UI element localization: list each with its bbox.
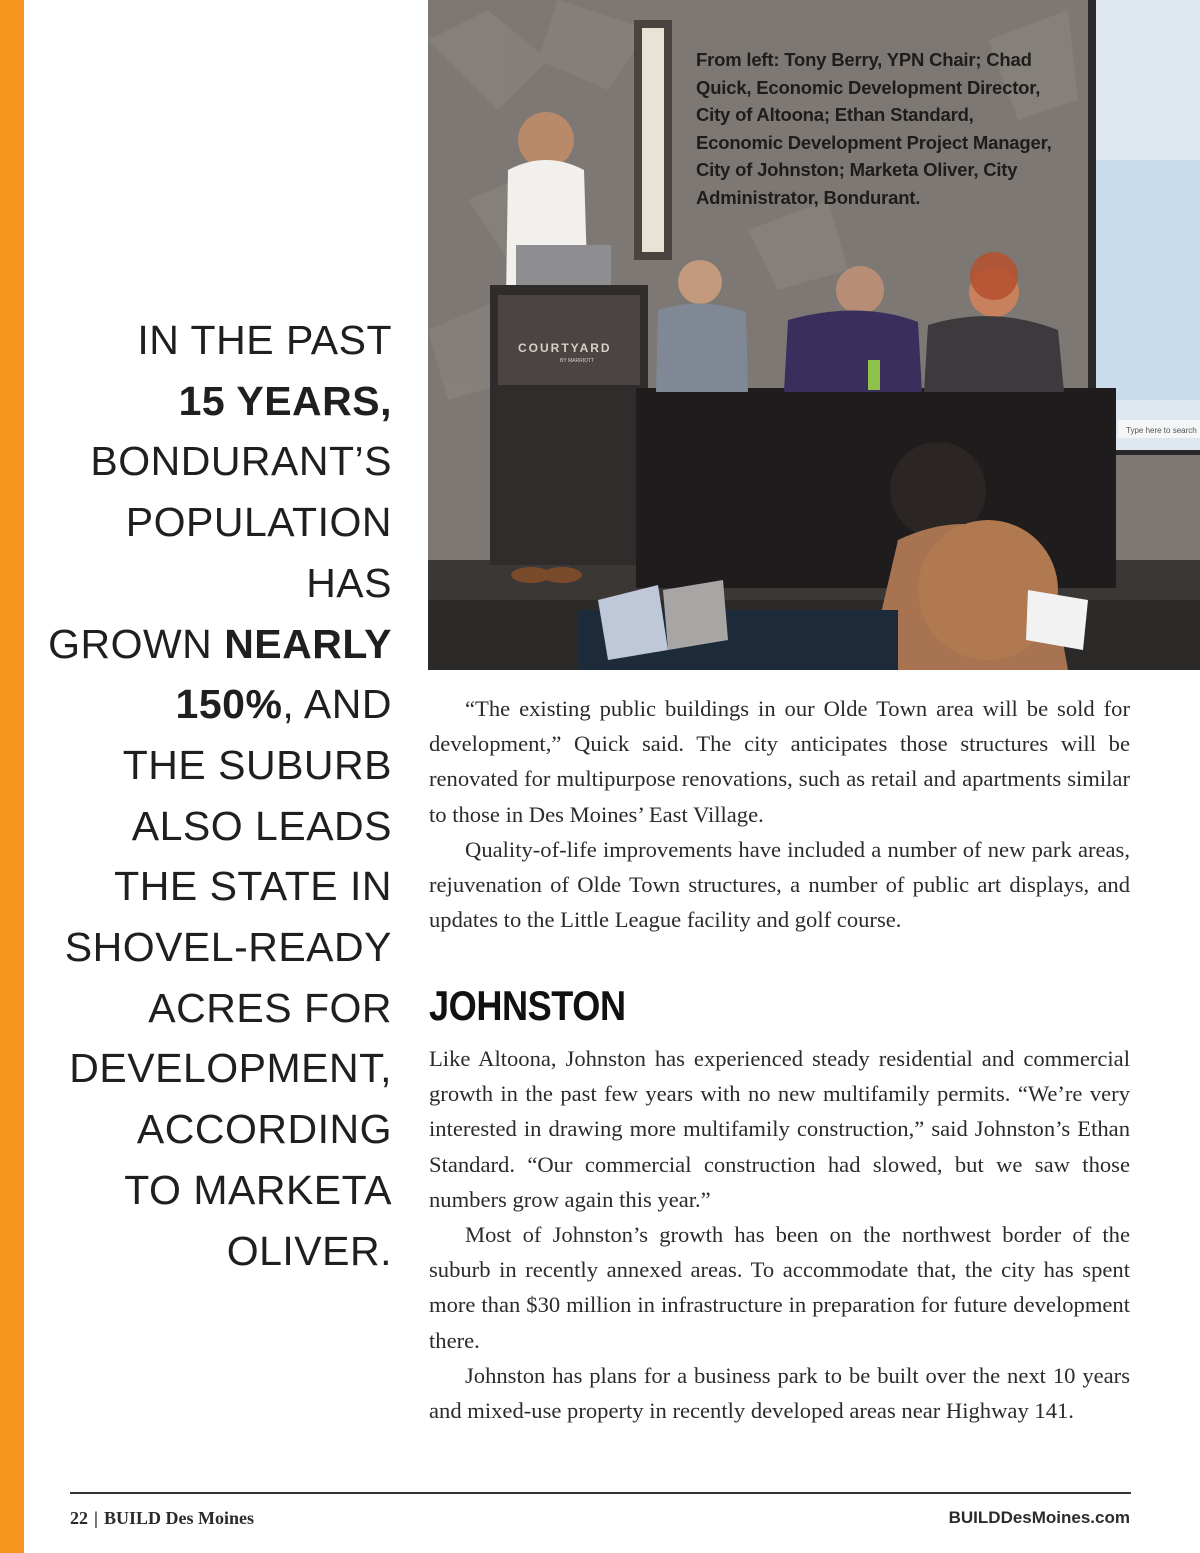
article-paragraph: “The existing public buildings in our Olde Town area will be sold for development,” Quick said. The city anticipates those structures will be renovated for multipurpose renovations, such as retail and apartments similar to those in Des Moines’ East Village. xyxy=(429,696,1130,827)
podium-logo: COURTYARD xyxy=(518,341,612,355)
article-body-top xyxy=(429,691,1130,937)
footer-rule xyxy=(70,1492,1131,1494)
pull-quote-line: ACCORDING xyxy=(136,1106,392,1153)
pull-quote-line: , AND xyxy=(282,681,392,728)
pull-quote-line: ALSO LEADS xyxy=(131,802,392,849)
footer-website: BUILDDesMoines.com xyxy=(948,1508,1130,1527)
pull-quote-line: SHOVEL-READY xyxy=(64,924,392,971)
pull-quote-line: DEVELOPMENT, xyxy=(69,1045,392,1092)
pull-quote-line: POPULATION HAS xyxy=(125,499,392,606)
article-paragraph: Like Altoona, Johnston has experienced steady residential and commercial growth in the past few years with no new multifamily permits. “We’re very interested in drawing more multifamily construction,” said Johnston’s Ethan Standard. “Our commercial construction had slowed, but we saw those numbers grow again this year.” xyxy=(429,1046,1130,1212)
screen-search-text: Type here to search xyxy=(1126,426,1197,435)
podium-logo-sub: BY MARRIOTT xyxy=(560,358,595,364)
pull-quote-line: TO MARKETA xyxy=(124,1166,392,1213)
footer-separator: | xyxy=(94,1508,98,1528)
pull-quote xyxy=(40,310,392,1281)
pull-quote-emphasis: NEARLY xyxy=(224,620,392,667)
accent-bar xyxy=(0,0,24,1553)
pull-quote-line: ACRES FOR xyxy=(148,984,392,1031)
pull-quote-line: BONDURANT’S xyxy=(90,438,392,485)
pull-quote-emphasis: 150% xyxy=(175,681,283,728)
panel-photo xyxy=(428,0,1200,670)
pull-quote-line: IN THE PAST xyxy=(137,317,392,363)
page-number: 22 xyxy=(70,1508,88,1528)
pull-quote-line: THE STATE IN xyxy=(114,863,392,910)
pull-quote-line: THE SUBURB xyxy=(122,741,392,788)
pull-quote-emphasis: 15 YEARS, xyxy=(178,377,392,424)
article-paragraph: Most of Johnston’s growth has been on the northwest border of the suburb in recently annexed areas. To accommodate that, the city has spent more than $30 million in infrastructure in preparation for future development there. xyxy=(429,1222,1130,1353)
pull-quote-line: OLIVER. xyxy=(226,1227,392,1274)
article-paragraph: Johnston has plans for a business park to be built over the next 10 years and mixed-use property in recently developed areas near Highway 141. xyxy=(429,1362,1130,1424)
section-heading: JOHNSTON xyxy=(429,982,626,1029)
article-body-johnston xyxy=(429,1041,1130,1428)
photo-caption: From left: Tony Berry, YPN Chair; Chad Quick, Economic Development Director, City of Altoona; Ethan Standard, Economic Development Project Manager, City of Johnston; Marketa Oliver, City Administrator, Bondurant. xyxy=(696,49,1052,208)
publication-name: BUILD Des Moines xyxy=(103,1508,254,1528)
footer-folio xyxy=(70,1508,254,1529)
article-paragraph: Quality-of-life improvements have included a number of new park areas, rejuvenation of Olde Town structures, a number of public art displays, and updates to the Little League facility and golf course. xyxy=(429,836,1130,933)
pull-quote-line: GROWN xyxy=(48,620,225,667)
